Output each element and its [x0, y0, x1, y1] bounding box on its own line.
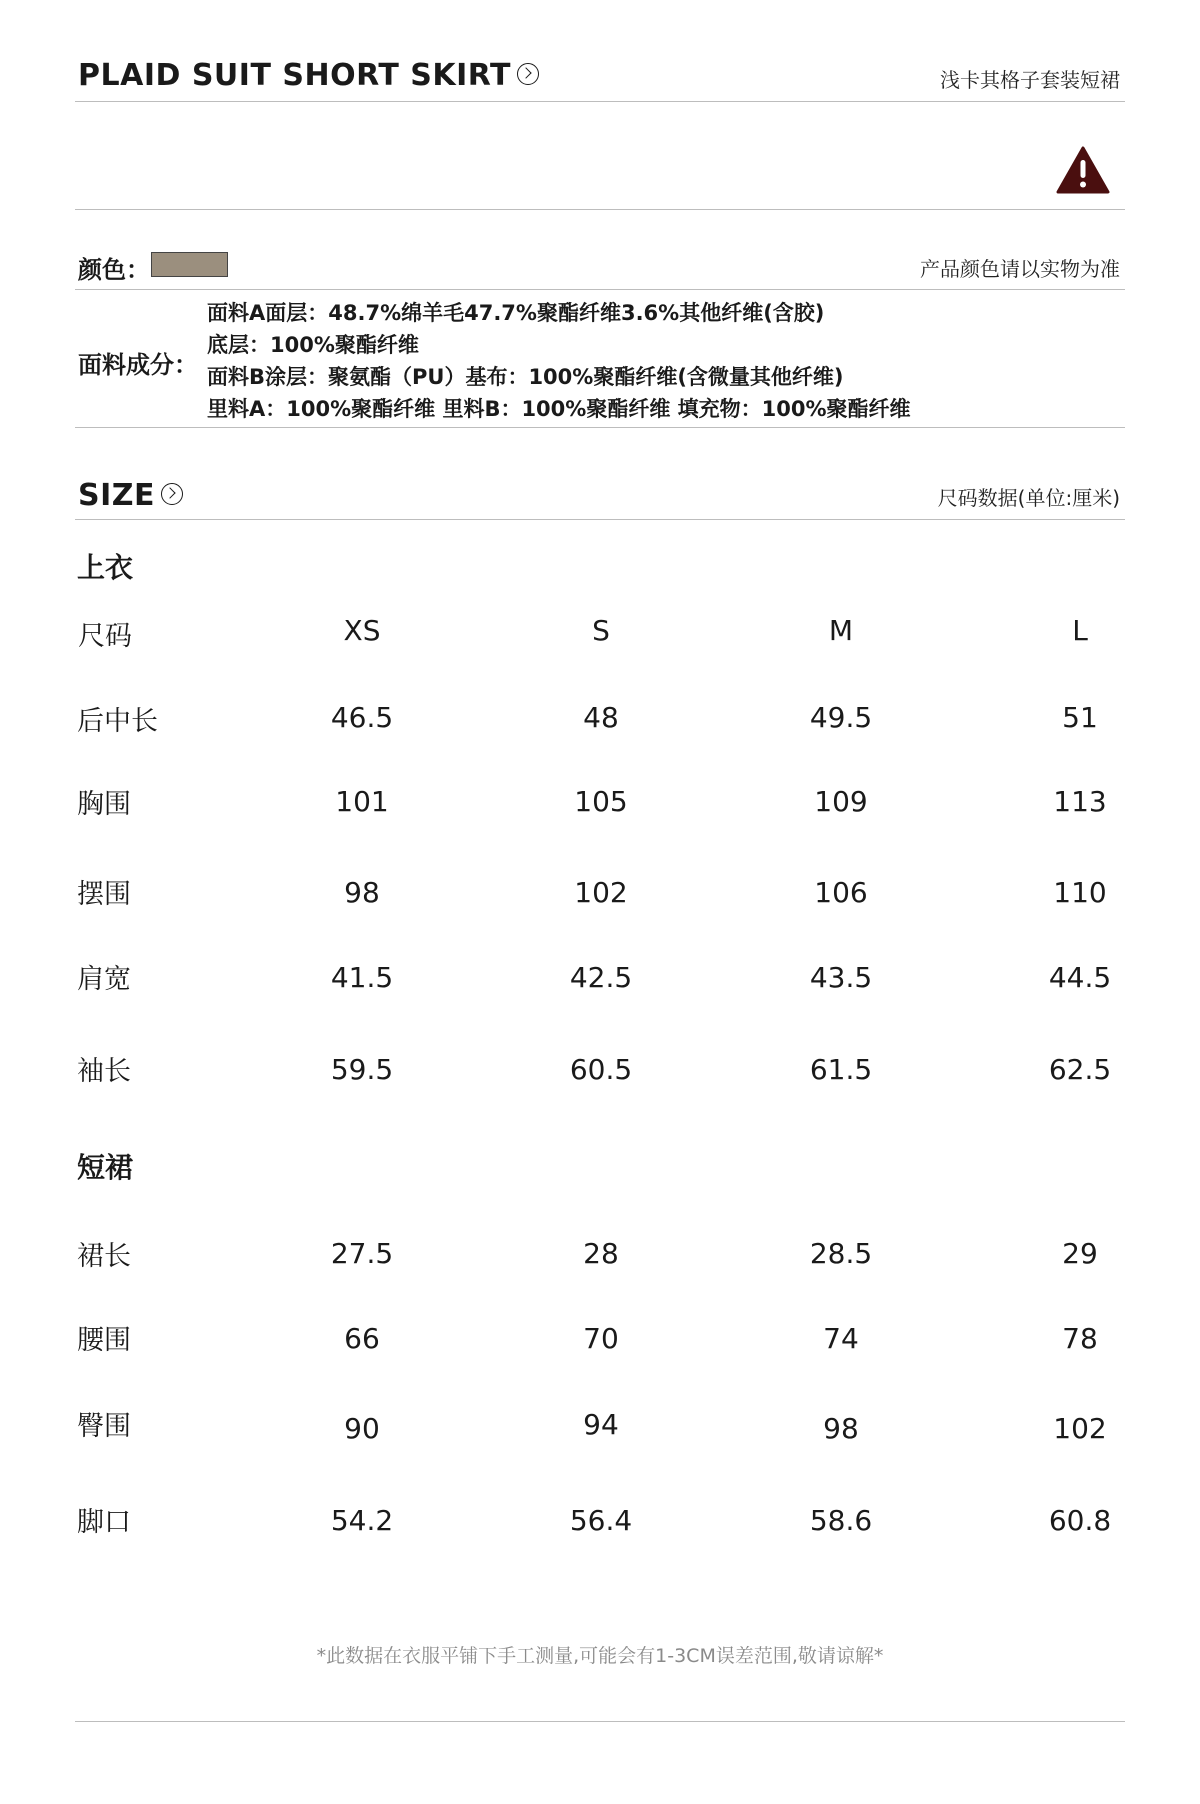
size-header-label: 尺码: [78, 621, 132, 652]
table-cell: 66: [344, 1322, 380, 1355]
row-label: 后中长: [77, 706, 158, 737]
product-title-row: [78, 58, 539, 93]
table-cell: 54.2: [330, 1504, 394, 1537]
table-cell: 110: [1053, 876, 1107, 909]
table-cell: 59.5: [330, 1053, 394, 1086]
table-cell: 48: [583, 701, 619, 734]
size-header-l: L: [1072, 614, 1088, 647]
divider: [75, 289, 1125, 290]
row-label: 袖长: [77, 1056, 131, 1087]
table-cell: 105: [574, 785, 628, 818]
table-cell: 60.5: [569, 1053, 633, 1086]
color-note: 产品颜色请以实物为准: [920, 257, 1120, 281]
chevron-right-circle-icon: [161, 483, 183, 505]
table-cell: 106: [814, 876, 868, 909]
warning-icon: [1056, 146, 1110, 194]
table-cell: 56.4: [569, 1504, 633, 1537]
table-cell: 29: [1062, 1237, 1098, 1270]
table-cell: 98: [823, 1412, 859, 1445]
fabric-line: 面料B涂层：聚氨酯（PU）基布：100%聚酯纤维(含微量其他纤维): [207, 365, 844, 389]
row-label: 肩宽: [77, 964, 131, 995]
table-cell: 101: [335, 785, 389, 818]
table-cell: 43.5: [809, 961, 873, 994]
divider: [75, 209, 1125, 210]
table-cell: 60.8: [1048, 1504, 1112, 1537]
table-cell: 28.5: [809, 1237, 873, 1270]
table-cell: 46.5: [330, 701, 394, 734]
section-title-top: 上衣: [77, 551, 134, 584]
table-cell: 49.5: [809, 701, 873, 734]
row-label: 摆围: [77, 879, 131, 910]
table-cell: 78: [1062, 1322, 1098, 1355]
table-cell: 51: [1062, 701, 1098, 734]
table-cell: 44.5: [1048, 961, 1112, 994]
table-cell: 27.5: [330, 1237, 394, 1270]
size-header-s: S: [592, 614, 610, 647]
fabric-line: 底层：100%聚酯纤维: [207, 333, 419, 357]
table-cell: 94: [583, 1408, 619, 1441]
table-cell: 74: [823, 1322, 859, 1355]
row-label: 裙长: [77, 1241, 131, 1272]
table-cell: 102: [1053, 1412, 1107, 1445]
table-cell: 102: [574, 876, 628, 909]
table-cell: 109: [814, 785, 868, 818]
table-cell: 98: [344, 876, 380, 909]
size-header-xs: XS: [343, 614, 381, 647]
table-cell: 58.6: [809, 1504, 873, 1537]
table-cell: 61.5: [809, 1053, 873, 1086]
color-label: 颜色：: [78, 256, 150, 284]
table-cell: 113: [1053, 785, 1107, 818]
fabric-line: 面料A面层：48.7%绵羊毛47.7%聚酯纤维3.6%其他纤维(含胶): [207, 301, 825, 325]
table-cell: 41.5: [330, 961, 394, 994]
size-unit-note: 尺码数据(单位:厘米): [937, 486, 1120, 510]
product-title: PLAID SUIT SHORT SKIRT: [78, 58, 511, 93]
divider: [75, 427, 1125, 428]
divider: [75, 101, 1125, 102]
size-header-m: M: [828, 614, 854, 647]
product-subtitle-cn: 浅卡其格子套装短裙: [940, 68, 1120, 92]
row-label: 臀围: [77, 1411, 131, 1442]
row-label: 胸围: [77, 789, 131, 820]
section-title-skirt: 短裙: [77, 1151, 134, 1184]
chevron-right-circle-icon: [517, 63, 539, 85]
row-label: 腰围: [77, 1325, 131, 1356]
table-cell: 90: [344, 1412, 380, 1445]
table-cell: 28: [583, 1237, 619, 1270]
table-cell: 70: [583, 1322, 619, 1355]
table-cell: 42.5: [569, 961, 633, 994]
fabric-line: 里料A：100%聚酯纤维 里料B：100%聚酯纤维 填充物：100%聚酯纤维: [207, 397, 911, 421]
measurement-footnote: *此数据在衣服平铺下手工测量,可能会有1-3CM误差范围,敬请谅解*: [316, 1645, 884, 1667]
divider: [75, 1721, 1125, 1722]
row-label: 脚口: [77, 1507, 131, 1538]
size-title-row: [78, 478, 183, 513]
table-cell: 62.5: [1048, 1053, 1112, 1086]
divider: [75, 519, 1125, 520]
color-swatch: [151, 252, 228, 277]
fabric-label: 面料成分：: [78, 351, 198, 379]
size-title: SIZE: [78, 478, 156, 513]
